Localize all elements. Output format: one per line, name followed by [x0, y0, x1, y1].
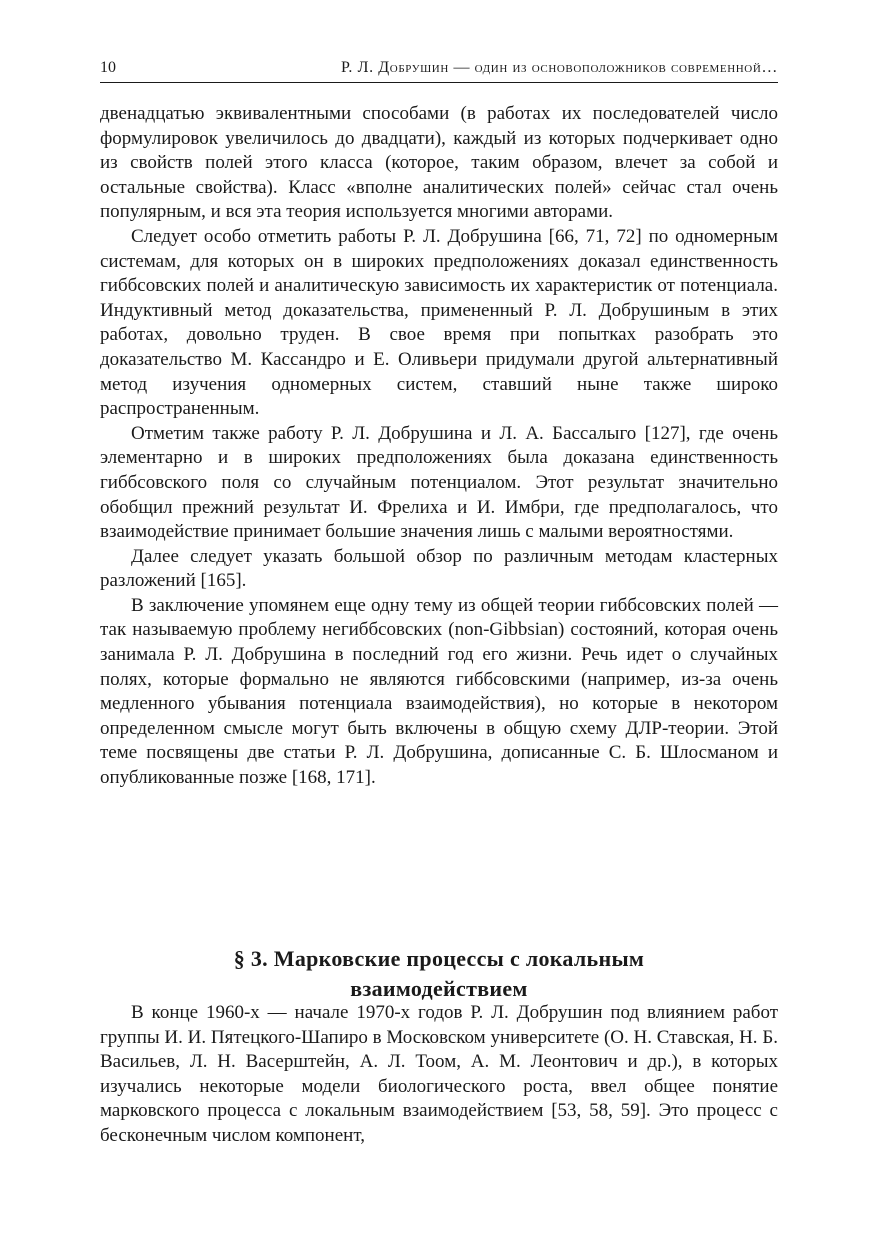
page-number: 10 [100, 59, 116, 76]
section-heading-line-1: § 3. Марковские процессы с локальным [233, 946, 645, 972]
section-text [100, 1001, 778, 1149]
body-text [100, 102, 778, 791]
paragraph-one-dimensional-systems: Следует особо отметить работы Р. Л. Добрушина [66, 71, 72] по одномерным системам, для которых он в широких предположениях доказал единственность гиббсовских полей и аналитическую зависимость их характеристик от потенциала. Индуктивный метод доказательства, примененный Р. Л. Добрушиным в этих работах, довольно труден. В свое время при попытках разобрать это доказательство М. Кассандро и Е. Оливьери придумали другой альтернативный метод изучения одномерных систем, ставший ныне также широко распространенным. [100, 225, 778, 420]
paragraph-markov-processes: В конце 1960-х — начале 1970-х годов Р. Л. Добрушин под влиянием работ группы И. И. Пятецкого-Шапиро в Московском университете (О. Н. Ставская, Н. Б. Васильев, Л. Н. Васерштейн, А. Л. Тоом, А. М. Леонтович и др.), в которых изучались некоторые модели биологического роста, ввел общее понятие марковского процесса с локальным взаимодействием [53, 58, 59]. Это процесс с бесконечным числом компонент, [100, 1002, 778, 1146]
running-title: Р. Л. Добрушин — один из основоположников современной… [340, 59, 778, 76]
paragraph-continuation: двенадцатью эквивалентными способами (в работах их последователей число формулировок увеличилось до двадцати), каждый из которых подчеркивает одно из свойств полей этого класса (которое, таким образом, влечет за собой и остальные свойства). Класс «вполне аналитических полей» сейчас стал очень популярным, и вся эта теория используется многими авторами. [100, 103, 778, 223]
section-heading-line-2: взаимодействием [350, 976, 528, 1002]
section-heading [100, 944, 778, 1004]
paragraph-cluster-expansions: Далее следует указать большой обзор по различным методам кластерных разложений [165]. [100, 545, 778, 592]
paragraph-random-potential: Отметим также работу Р. Л. Добрушина и Л. А. Бассалыго [127], где очень элементарно и в широких предположениях была доказана единственность гиббсовского поля со случайным потенциалом. Этот результат значительно обобщил прежний результат И. Фрелиха и И. Имбри, где предполагалось, что взаимодействие принимает большие значения лишь с малыми вероятностями. [100, 422, 778, 543]
paragraph-non-gibbsian: В заключение упомянем еще одну тему из общей теории гиббсовских полей — так называемую проблему негиббсовских (non-Gibbsian) состояний, которая очень занимала Р. Л. Добрушина в последний год его жизни. Речь идет о случайных полях, которые формально не являются гиббсовскими (например, из-за очень медленного убывания потенциала взаимодействия), но которые в некотором определенном смысле могут быть включены в общую схему ДЛР-теории. Этой теме посвящены две статьи Р. Л. Добрушина, дописанные С. Б. Шлосманом и опубликованные позже [168, 171]. [100, 594, 778, 789]
running-head [100, 56, 778, 80]
header-rule [100, 82, 778, 83]
